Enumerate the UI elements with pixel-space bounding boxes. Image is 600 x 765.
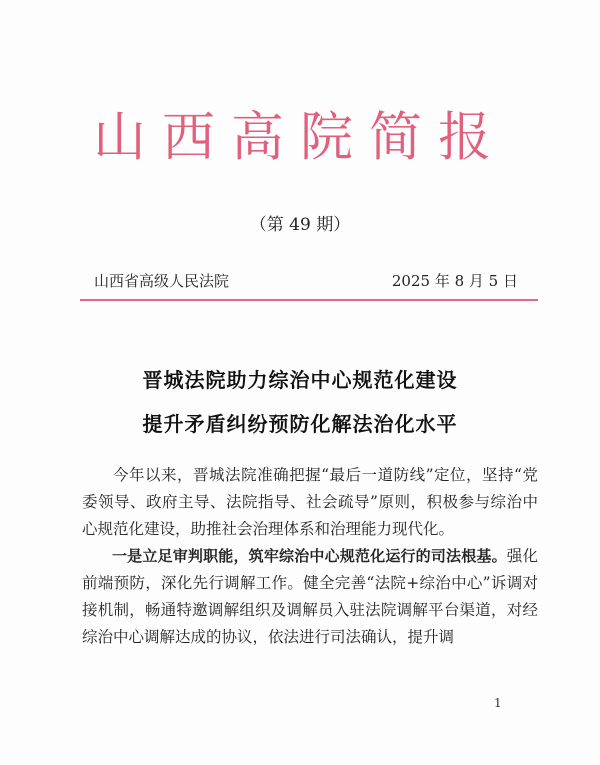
paragraph-intro: 今年以来，晋城法院准确把握“最后一道防线”定位，坚持“党委领导、政府主导、法院指导、社会疏导”原则，积极参与综治中心规范化建设，助推社会治理体系和治理能力现代化。 <box>82 466 538 538</box>
issue-date: 2025 年 8 月 5 日 <box>391 272 518 290</box>
paragraph-body-text: 强化前端预防，深化先行调解工作。健全完善“法院+综治中心”诉调对接机制，畅通特邀调解组织及调解员入驻法院调解平台渠道，对经综治中心调解达成的协议，依法进行司法确认，提升调 <box>82 547 538 646</box>
issuer-name: 山西省高级人民法院 <box>94 272 230 290</box>
paragraph-lead-sentence: 一是立足审判职能，筑牢综治中心规范化运行的司法根基。 <box>112 547 507 565</box>
header-divider <box>80 299 538 301</box>
article-headline-line1: 晋城法院助力综治中心规范化建设 <box>142 368 458 392</box>
page-number: 1 <box>494 696 502 710</box>
article-body <box>82 462 538 651</box>
article-headline-line2: 提升矛盾纠纷预防化解法治化水平 <box>142 412 458 436</box>
masthead-title: 山西高院简报 <box>93 107 507 168</box>
issue-number: （第 49 期） <box>249 215 351 235</box>
paragraph-point-one <box>82 543 538 651</box>
